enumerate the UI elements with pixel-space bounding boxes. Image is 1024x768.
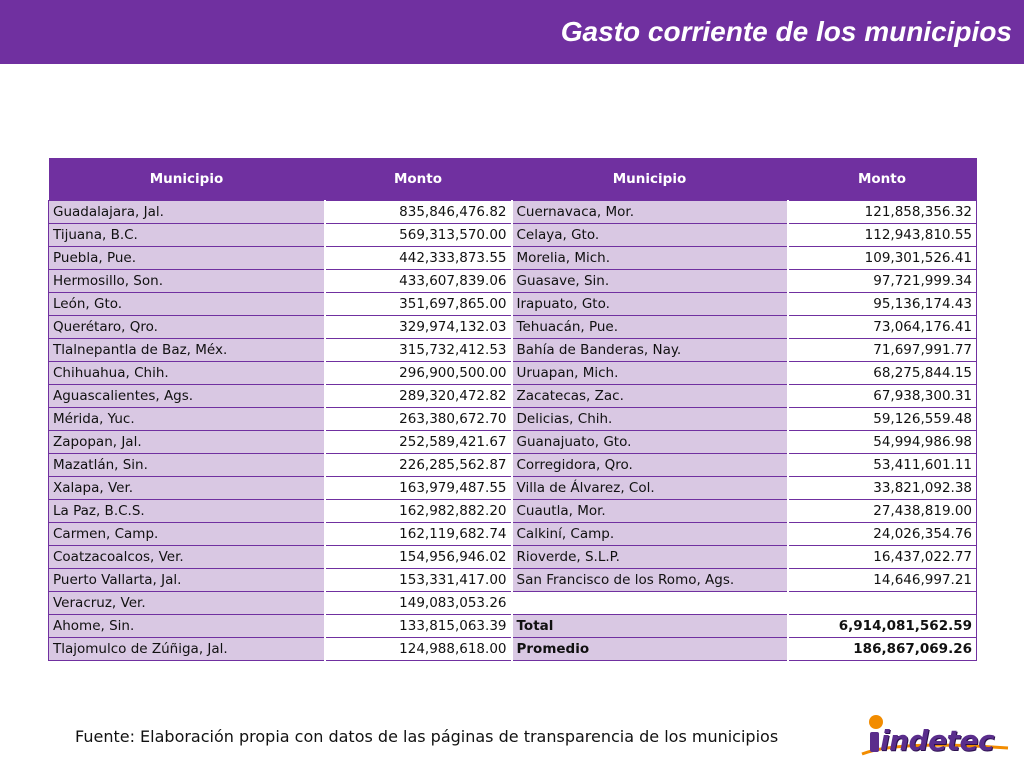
table-row <box>49 546 977 569</box>
cell-monto-right: 59,126,559.48 <box>788 408 977 431</box>
cell-monto-right: 73,064,176.41 <box>788 316 977 339</box>
table-row <box>49 569 977 592</box>
table-row <box>49 339 977 362</box>
table-row <box>49 247 977 270</box>
cell-municipio-right: San Francisco de los Romo, Ags. <box>512 569 788 592</box>
table-row <box>49 477 977 500</box>
cell-monto-left: 149,083,053.26 <box>325 592 512 615</box>
cell-municipio-right: Cuernavaca, Mor. <box>512 201 788 224</box>
cell-municipio-right: Guanajuato, Gto. <box>512 431 788 454</box>
cell-municipio-left: Aguascalientes, Ags. <box>49 385 325 408</box>
cell-monto-left: 315,732,412.53 <box>325 339 512 362</box>
table-row <box>49 523 977 546</box>
cell-monto-right: 186,867,069.26 <box>788 638 977 661</box>
cell-municipio-right: Calkiní, Camp. <box>512 523 788 546</box>
cell-monto-left: 163,979,487.55 <box>325 477 512 500</box>
municipal-spending-table-container <box>48 158 976 661</box>
logo-text: indetec <box>880 724 995 757</box>
cell-monto-right: 112,943,810.55 <box>788 224 977 247</box>
cell-monto-right: 27,438,819.00 <box>788 500 977 523</box>
cell-municipio-right: Promedio <box>512 638 788 661</box>
table-row <box>49 385 977 408</box>
cell-monto-left: 442,333,873.55 <box>325 247 512 270</box>
cell-municipio-right: Uruapan, Mich. <box>512 362 788 385</box>
cell-monto-left: 569,313,570.00 <box>325 224 512 247</box>
cell-monto-left: 162,119,682.74 <box>325 523 512 546</box>
cell-municipio-left: Guadalajara, Jal. <box>49 201 325 224</box>
cell-monto-left: 433,607,839.06 <box>325 270 512 293</box>
cell-monto-left: 154,956,946.02 <box>325 546 512 569</box>
cell-municipio-left: Xalapa, Ver. <box>49 477 325 500</box>
cell-municipio-right: Villa de Álvarez, Col. <box>512 477 788 500</box>
cell-monto-left: 153,331,417.00 <box>325 569 512 592</box>
cell-municipio-right: Corregidora, Qro. <box>512 454 788 477</box>
cell-monto-left: 296,900,500.00 <box>325 362 512 385</box>
cell-monto-right: 14,646,997.21 <box>788 569 977 592</box>
cell-municipio-right: Rioverde, S.L.P. <box>512 546 788 569</box>
table-row <box>49 431 977 454</box>
column-header-monto-right: Monto <box>788 158 977 201</box>
cell-monto-right: 95,136,174.43 <box>788 293 977 316</box>
cell-municipio-left: León, Gto. <box>49 293 325 316</box>
cell-monto-left: 162,982,882.20 <box>325 500 512 523</box>
table-row <box>49 500 977 523</box>
table-row <box>49 408 977 431</box>
cell-municipio-right: Guasave, Sin. <box>512 270 788 293</box>
cell-municipio-left: Querétaro, Qro. <box>49 316 325 339</box>
cell-monto-left: 252,589,421.67 <box>325 431 512 454</box>
column-header-municipio-left: Municipio <box>49 158 325 201</box>
cell-monto-left: 124,988,618.00 <box>325 638 512 661</box>
cell-municipio-left: Ahome, Sin. <box>49 615 325 638</box>
cell-monto-left: 329,974,132.03 <box>325 316 512 339</box>
cell-monto-right <box>788 592 977 615</box>
cell-municipio-right <box>512 592 788 615</box>
table-row <box>49 362 977 385</box>
cell-municipio-left: Mazatlán, Sin. <box>49 454 325 477</box>
column-header-monto-left: Monto <box>325 158 512 201</box>
table-row <box>49 201 977 224</box>
cell-municipio-left: Chihuahua, Chih. <box>49 362 325 385</box>
cell-municipio-right: Bahía de Banderas, Nay. <box>512 339 788 362</box>
cell-municipio-right: Cuautla, Mor. <box>512 500 788 523</box>
table-row <box>49 293 977 316</box>
cell-monto-right: 53,411,601.11 <box>788 454 977 477</box>
cell-municipio-left: Zapopan, Jal. <box>49 431 325 454</box>
cell-municipio-left: Carmen, Camp. <box>49 523 325 546</box>
cell-municipio-left: Tijuana, B.C. <box>49 224 325 247</box>
cell-monto-right: 67,938,300.31 <box>788 385 977 408</box>
table-body <box>49 201 977 661</box>
header-bar <box>0 0 1024 64</box>
cell-municipio-left: Mérida, Yuc. <box>49 408 325 431</box>
municipal-spending-table <box>48 158 977 661</box>
table-row <box>49 592 977 615</box>
cell-municipio-left: Veracruz, Ver. <box>49 592 325 615</box>
cell-monto-left: 289,320,472.82 <box>325 385 512 408</box>
table-row <box>49 224 977 247</box>
table-row <box>49 454 977 477</box>
table-row <box>49 270 977 293</box>
cell-monto-right: 24,026,354.76 <box>788 523 977 546</box>
cell-monto-right: 33,821,092.38 <box>788 477 977 500</box>
cell-municipio-right: Celaya, Gto. <box>512 224 788 247</box>
cell-monto-right: 109,301,526.41 <box>788 247 977 270</box>
page-title: Gasto corriente de los municipios <box>560 16 1012 47</box>
cell-municipio-left: La Paz, B.C.S. <box>49 500 325 523</box>
cell-municipio-left: Coatzacoalcos, Ver. <box>49 546 325 569</box>
cell-monto-right: 71,697,991.77 <box>788 339 977 362</box>
cell-municipio-right: Zacatecas, Zac. <box>512 385 788 408</box>
cell-municipio-right: Delicias, Chih. <box>512 408 788 431</box>
cell-monto-right: 6,914,081,562.59 <box>788 615 977 638</box>
cell-monto-left: 835,846,476.82 <box>325 201 512 224</box>
cell-municipio-right: Total <box>512 615 788 638</box>
cell-municipio-right: Irapuato, Gto. <box>512 293 788 316</box>
cell-monto-left: 226,285,562.87 <box>325 454 512 477</box>
cell-municipio-left: Hermosillo, Son. <box>49 270 325 293</box>
source-note: Fuente: Elaboración propia con datos de las páginas de transparencia de los municipios <box>75 727 779 746</box>
table-row <box>49 316 977 339</box>
cell-municipio-right: Tehuacán, Pue. <box>512 316 788 339</box>
table-header-row <box>49 158 977 201</box>
cell-monto-right: 16,437,022.77 <box>788 546 977 569</box>
cell-monto-right: 54,994,986.98 <box>788 431 977 454</box>
cell-municipio-right: Morelia, Mich. <box>512 247 788 270</box>
cell-monto-right: 68,275,844.15 <box>788 362 977 385</box>
cell-monto-right: 121,858,356.32 <box>788 201 977 224</box>
table-row <box>49 638 977 661</box>
cell-municipio-left: Tlajomulco de Zúñiga, Jal. <box>49 638 325 661</box>
cell-monto-left: 263,380,672.70 <box>325 408 512 431</box>
table-row <box>49 615 977 638</box>
cell-monto-right: 97,721,999.34 <box>788 270 977 293</box>
cell-municipio-left: Puebla, Pue. <box>49 247 325 270</box>
column-header-municipio-right: Municipio <box>512 158 788 201</box>
cell-municipio-left: Tlalnepantla de Baz, Méx. <box>49 339 325 362</box>
cell-monto-left: 351,697,865.00 <box>325 293 512 316</box>
cell-monto-left: 133,815,063.39 <box>325 615 512 638</box>
indetec-logo <box>858 710 1014 760</box>
cell-municipio-left: Puerto Vallarta, Jal. <box>49 569 325 592</box>
